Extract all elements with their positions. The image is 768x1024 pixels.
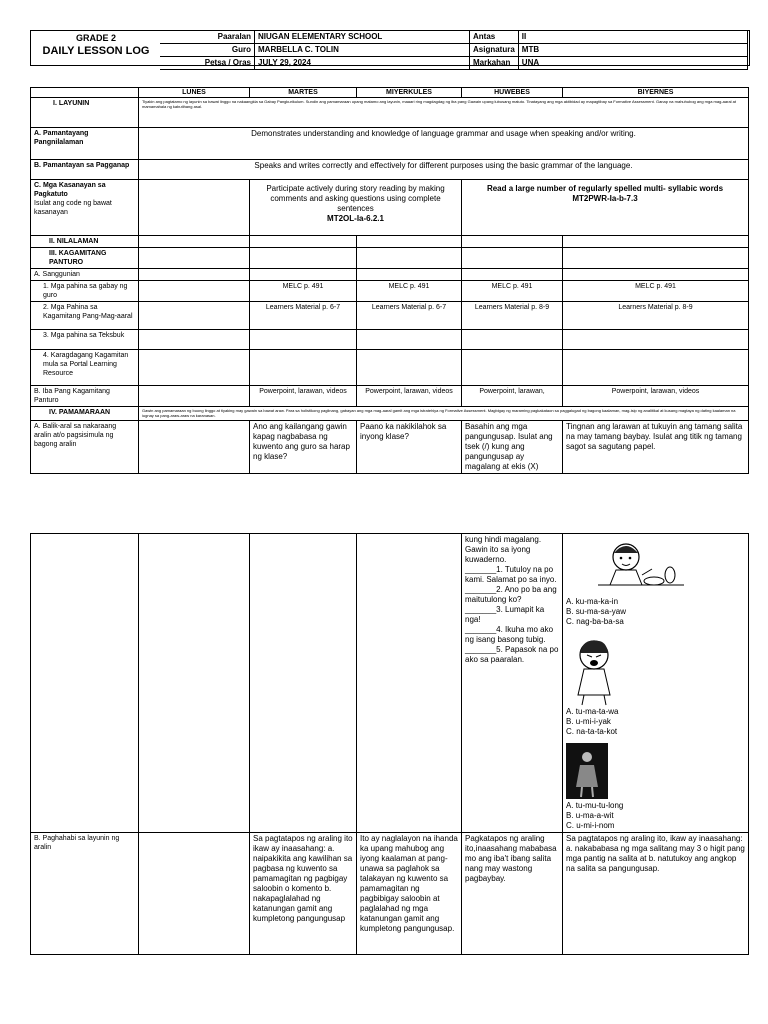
pamantayan-sa-pagganap-text: Speaks and writes correctly and effectively for different purposes using the basic grammar of the language. [139,160,749,180]
day-header-huwebes: HUWEBES [462,88,563,98]
choices-1 [566,597,745,627]
grade-label: GRADE 2 [75,33,116,43]
huwebes-continuation [462,534,563,833]
day-header-lunes: LUNES [139,88,250,98]
lm-miyerkules: Learners Material p. 6-7 [357,302,462,330]
kasanayan-left-code: MT2OL-Ia-6.2.1 [327,214,384,223]
header-info-table [160,30,748,70]
iba-pang-martes: Powerpoint, larawan, videos [250,386,357,407]
kasanayan-label: C. Mga Kasanayan sa Pagkatuto [34,182,106,198]
level-label: Antas [470,31,519,44]
huwebes-line: _______1. Tutuloy na po [465,565,554,574]
subject-label: Asignatura [470,44,519,57]
nilalaman-label: II. NILALAMAN [31,236,139,248]
teacher-label: Guro [160,44,255,57]
lesson-table-page2 [30,533,749,955]
paghahabi-biyernes: Sa pagtatapos ng araling ito, ikaw ay inaasahang: a. nakababasa ng mga salitang may 3 o higit pang mga pantig na salita at b. natutukoy ang angkop na salita sa pangungusap. [563,833,749,955]
day-header-biyernes: BIYERNES [563,88,749,98]
kasanayan-sublabel: Isulat ang code ng bawat kasanayan [34,200,112,216]
kagamitang-panturo-label: III. KAGAMITANG PANTURO [31,248,139,269]
huwebes-line: _______3. Lumapit ka [465,605,545,614]
pamamaraan-label: IV. PAMAMARAAN [31,407,139,421]
quarter-value: UNA [518,57,747,70]
quarter-label: Markahan [470,57,519,70]
balik-aral-martes: Ano ang kailangang gawin kapag nagbabasa ng kuwento ang guro sa harap ng klase? [250,421,357,474]
huwebes-line: maitutulong ko? [465,595,522,604]
balik-aral-label: A. Balik-aral sa nakaraang aralin at/o pagsisimula ng bagong aralin [31,421,139,474]
iba-pang-biyernes: Powerpoint, larawan, videos [563,386,749,407]
pamamaraan-note: Gawin ang pamamaraan ng buong linggo at tiyaking may gawain sa bawat araw. Para sa holistikong paglinang, gabayan ang mga mag-aaral gamit ang mga istratehiya ng Formative Assessment. Magbigay ng maraming pagkakataon sa paggalugad ng bagong kaalaman, mag-isip ng analitikal at kusang magtaya ng dating kaalaman na iugnay sa pang-araw-araw na karanasan. [139,407,749,421]
child-eating-illustration [596,539,686,595]
date-value: JULY 29, 2024 [255,57,470,70]
huwebes-line: ako sa paaralan. [465,655,525,664]
choice-2b: B. u-mi-i-yak [566,717,611,726]
choice-2a: A. tu-ma-ta-wa [566,707,619,716]
kagamitang-mag-aaral-label: 2. Mga Pahina sa Kagamitang Pang-Mag-aaral [31,302,139,330]
choice-3c: C. u-mi-i-nom [566,821,615,830]
choice-1c: C. nag-ba-ba-sa [566,617,624,626]
huwebes-line: _______5. Papasok na po [465,645,559,654]
huwebes-line: nga! [465,615,481,624]
sanggunian-label: A. Sanggunian [31,269,139,281]
layunin-label: I. LAYUNIN [31,98,139,128]
paghahabi-martes: Sa pagtatapos ng araling ito ikaw ay inaasahang: a. naipakikita ang kawilihan sa pagbasa ng kuwento sa pamamagitan ng pagbigay saloobin o komento b. nakapaglalahad ng katanungan gamit ang kumpletong pangungusap [250,833,357,955]
day-header-martes: MARTES [250,88,357,98]
lm-huwebes: Learners Material p. 8-9 [462,302,563,330]
gabay-guro-label: 1. Mga pahina sa gabay ng guro [31,281,139,302]
iba-pang-huwebes: Powerpoint, larawan, [462,386,563,407]
gabay-guro-martes: MELC p. 491 [250,281,357,302]
choice-3a: A. tu-mu-tu-long [566,801,624,810]
school-label: Paaralan [160,31,255,44]
paghahabi-huwebes: Pagkatapos ng araling ito,inaasahang mababasa mo ang iba't ibang salita nang may wastong pagbaybay. [462,833,563,955]
paghahabi-label: B. Paghahabi sa layunin ng aralin [31,833,139,955]
lm-martes: Learners Material p. 6-7 [250,302,357,330]
kasanayan-right-code: MT2PWR-Ia-b-7.3 [572,194,638,203]
log-title: DAILY LESSON LOG [42,45,150,57]
balik-aral-huwebes: Basahin ang mga pangungusap. Isulat ang tsek (/) kung ang pangungusap ay magalang at ekis (X) [462,421,563,474]
balik-aral-miyerkules: Paano ka nakikilahok sa inyong klase? [357,421,462,474]
level-value: II [518,31,747,44]
choice-1b: B. su-ma-sa-yaw [566,607,627,616]
huwebes-line: _______4. Ikuha mo ako [465,625,554,634]
layunin-note: Tiyakin ang pagtatamo ng layunin sa bawat linggo na nakaangkla sa Gabay Pangkurikulum. Sundin ang pamamaraan upang matamo ang layunin, maaari ring magdagdag ng iba pang Gawain upang lubusang matuto. Tinatayang ang mga aktibidad ay mapagtibay sa Formative Assessment. Ganap na mahuhubog ang mga mag-aaral at mamamahala ng kabutihang asal. [139,98,749,128]
huwebes-line: kung hindi magalang. [465,535,542,544]
school-value: NIUGAN ELEMENTARY SCHOOL [255,31,470,44]
huwebes-line: kami. Salamat po sa inyo. [465,575,557,584]
kasanayan-right-text: Read a large number of regularly spelled multi- syllabic words [486,184,724,193]
gabay-guro-biyernes: MELC p. 491 [563,281,749,302]
teacher-value: MARBELLA C. TOLIN [255,44,470,57]
day-header-miyerkules: MIYERKULES [357,88,462,98]
person-photo-illustration [566,743,608,799]
gabay-guro-huwebes: MELC p. 491 [462,281,563,302]
date-label: Petsa / Oras [160,57,255,70]
paghahabi-miyerkules: Ito ay naglalayon na ihanda ka upang mahubog ang iyong kaalaman at pang-unawa sa paglahok sa talakayan ng kuwento sa pamamagitan ng pagbibigay saloobin at paglalahad ng mga katanungan gamit ang kumpletong pangungusap. [357,833,462,955]
choice-2c: C. na-ta-ta-kot [566,727,618,736]
subject-value: MTB [518,44,747,57]
choices-2 [566,707,745,737]
pamantayang-pangnilalaman-text: Demonstrates understanding and knowledge of language grammar and usage when speaking and/or writing. [139,128,749,160]
huwebes-line: _______2. Ano po ba ang [465,585,557,594]
choices-3 [566,801,745,831]
kasanayan-left-text: Participate actively during story reading by making comments and asking questions using complete sentences [266,184,445,213]
huwebes-line: Gawin ito sa iyong [465,545,531,554]
choice-3b: B. u-ma-a-wit [566,811,614,820]
choice-1a: A. ku-ma-ka-in [566,597,619,606]
gabay-guro-miyerkules: MELC p. 491 [357,281,462,302]
iba-pang-miyerkules: Powerpoint, larawan, videos [357,386,462,407]
huwebes-line: ng isang basong tubig. [465,635,546,644]
pamantayan-sa-pagganap-label: B. Pamantayan sa Pagganap [31,160,139,180]
lr-portal-label: 4. Karagdagang Kagamitan mula sa Portal Learning Resource [31,350,139,386]
iba-pang-kagamitan-label: B. Iba Pang Kagamitang Panturo [31,386,139,407]
lesson-table-page1 [30,87,749,474]
crying-child-illustration [570,637,620,707]
balik-aral-biyernes: Tingnan ang larawan at tukuyin ang tamang salita na may tamang baybay. Isulat ang titik ng tamang sagot sa sagutang papel. [563,421,749,474]
lm-biyernes: Learners Material p. 8-9 [563,302,749,330]
teksbuk-label: 3. Mga pahina sa Teksbuk [31,330,139,350]
pamantayang-pangnilalaman-label: A. Pamantayang Pangnilalaman [31,128,139,160]
huwebes-line: kuwaderno. [465,555,507,564]
